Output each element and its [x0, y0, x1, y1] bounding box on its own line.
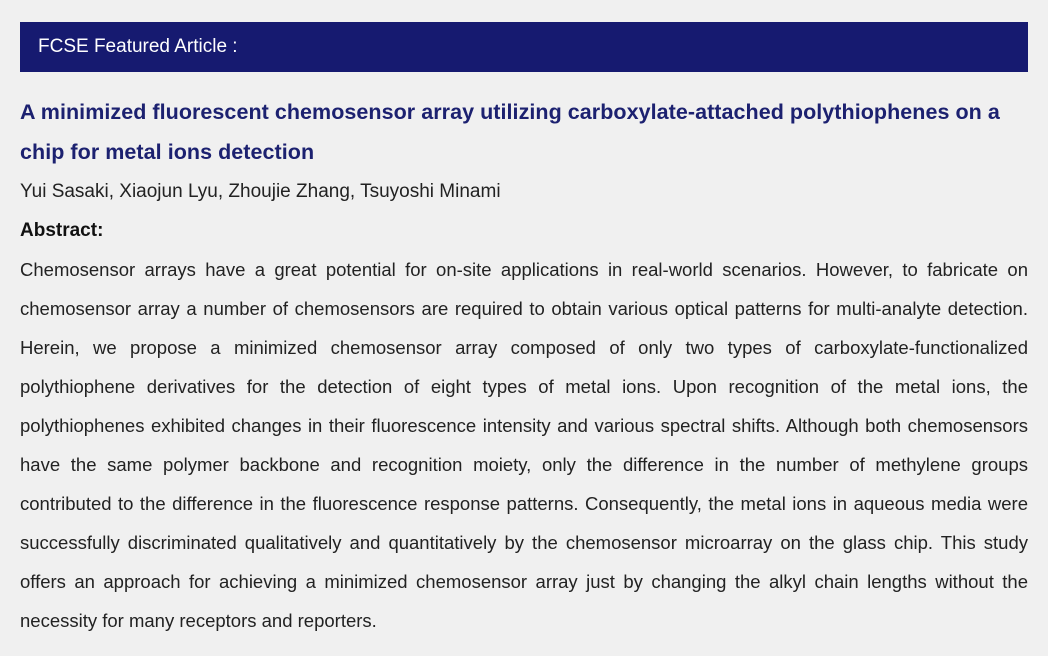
article-authors: Yui Sasaki, Xiaojun Lyu, Zhoujie Zhang, Tsuyoshi Minami: [20, 181, 501, 202]
banner-label: FCSE Featured Article :: [38, 36, 238, 57]
abstract-text: Chemosensor arrays have a great potential for on-site applications in real-world scenarios. However, to fabricate on chemosensor array a number of chemosensors are required to obtain various optical patterns for multi-analyte detection. Herein, we propose a minimized chemosensor array composed of only two types of carboxylate-functionalized polythiophene derivatives for the detection of eight types of metal ions. Upon recognition of the metal ions, the polythiophenes exhibited changes in their fluorescence intensity and various spectral shifts. Although both chemosensors have the same polymer backbone and recognition moiety, only the difference in the number of methylene groups contributed to the difference in the fluorescence response patterns. Consequently, the metal ions in aqueous media were successfully discriminated qualitatively and quantitatively by the chemosensor microarray on the glass chip. This study offers an approach for achieving a minimized chemosensor array just by changing the alkyl chain lengths without the necessity for many receptors and reporters.: [20, 259, 1028, 631]
featured-article-page: [0, 22, 1048, 656]
featured-article-banner: [20, 22, 1028, 72]
article-title[interactable]: A minimized fluorescent chemosensor array utilizing carboxylate-attached polythiophenes on a chip for metal ions detection: [20, 100, 1000, 164]
abstract-heading: Abstract:: [20, 220, 104, 241]
